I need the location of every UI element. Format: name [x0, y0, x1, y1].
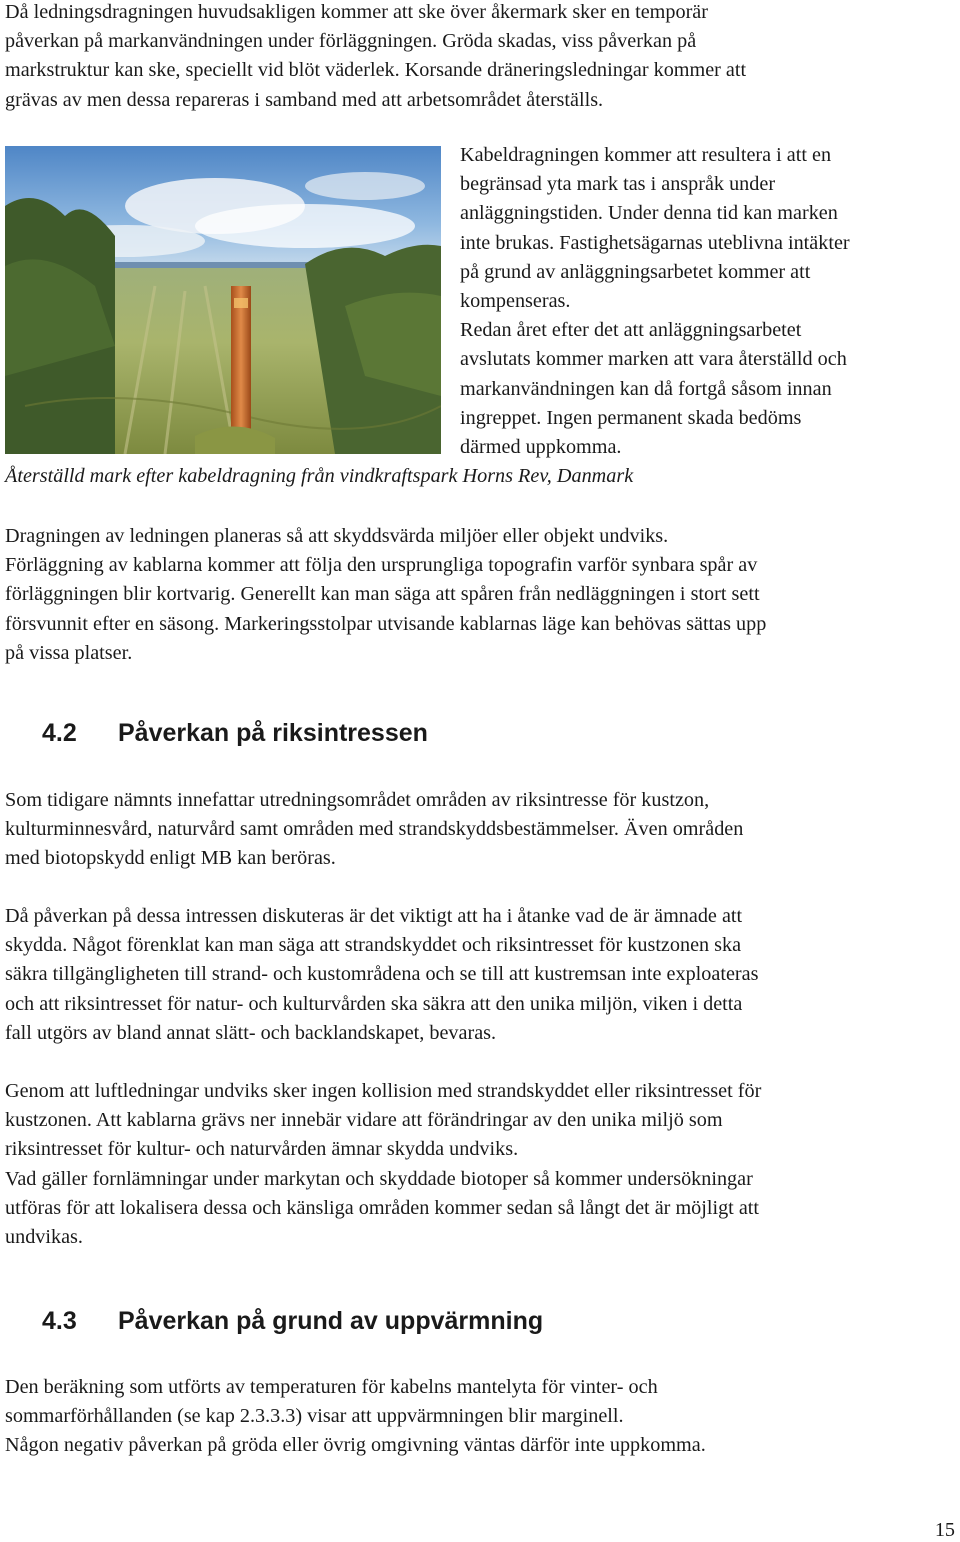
section-heading-4-2 [42, 718, 428, 748]
paragraph-dragning: Dragningen av ledningen planeras så att skyddsvärda miljöer eller objekt undviks. Förläggning av kablarna kommer att följa den ursprungliga topografin varför synbara spår av förläggningen blir kortvarig. Generellt kan man säga att spåren från nedläggningen i stort sett försvunnit efter en säsong. Markeringsstolpar utvisande kablarnas läge kan behövas sättas upp på vissa platser. [5, 525, 767, 664]
page-number: 15 [934, 1519, 955, 1541]
section-heading-4-3 [42, 1306, 543, 1336]
section-number: 4.3 [42, 1307, 77, 1335]
photo-caption: Återställd mark efter kabeldragning från vindkraftspark Horns Rev, Danmark [5, 465, 634, 487]
landscape-photo [5, 146, 441, 454]
section-4-2-paragraph-3: Genom att luftledningar undviks sker ingen kollision med strandskyddet eller riksintresset för kustzonen. Att kablarna grävs ner innebär vidare att förändringar av den unika miljö som riksintresset för kultur- och naturvården ämnar skydda undviks. Vad gäller fornlämningar under markytan och skyddade biotoper så kommer undersökningar utföras för att lokalisera dessa och känsliga områden kommer sedan så långt det är möjligt att undvikas. [5, 1080, 762, 1249]
section-4-2-paragraph-1: Som tidigare nämnts innefattar utredningsområdet områden av riksintresse för kustzon, kulturminnesvård, naturvård samt områden med strandskyddsbestämmelser. Även områden med biotopskydd enligt MB kan beröras. [5, 789, 744, 870]
section-4-2-paragraph-2: Då påverkan på dessa intressen diskuteras är det viktigt att ha i åtanke vad de är ämnade att skydda. Något förenklat kan man säga att strandskyddet och riksintresset för kustzonen ska säkra tillgängligheten till strand- och kustområdena och se till att kustremsan inte exploateras och att riksintresset för natur- och kulturvården ska säkra att den unika miljön, viken i detta fall utgörs av bland annat slätt- och backlandskapet, bevaras. [5, 905, 759, 1044]
landscape-photo-icon [5, 146, 441, 454]
section-number: 4.2 [42, 719, 77, 747]
section-title: Påverkan på grund av uppvärmning [118, 1307, 544, 1335]
side-paragraph: Kabeldragningen kommer att resultera i att en begränsad yta mark tas i anspråk under anläggningstiden. Under denna tid kan marken inte brukas. Fastighetsägarnas uteblivna intäkter på grund av anläggningsarbetet kommer att kompenseras. Redan året efter det att anläggningsarbetet avslutats kommer marken att vara återställd och markanvändningen kan då fortgå såsom innan ingreppet. Ingen permanent skada bedöms därmed uppkomma. [460, 144, 850, 459]
section-4-3-paragraph-1: Den beräkning som utförts av temperaturen för kabelns mantelyta för vinter- och sommarförhållanden (se kap 2.3.3.3) visar att uppvärmningen blir marginell. Någon negativ påverkan på gröda eller övrig omgivning väntas därför inte uppkomma. [5, 1376, 706, 1457]
intro-paragraph: Då ledningsdragningen huvudsakligen kommer att ske över åkermark sker en temporär påverkan på markanvändningen under förläggningen. Gröda skadas, viss påverkan på markstruktur kan ske, speciellt vid blöt väderlek. Korsande dräneringsledningar kommer att grävas av men dessa repareras i samband med att arbetsområdet återställs. [5, 1, 747, 111]
section-title: Påverkan på riksintressen [118, 719, 428, 747]
